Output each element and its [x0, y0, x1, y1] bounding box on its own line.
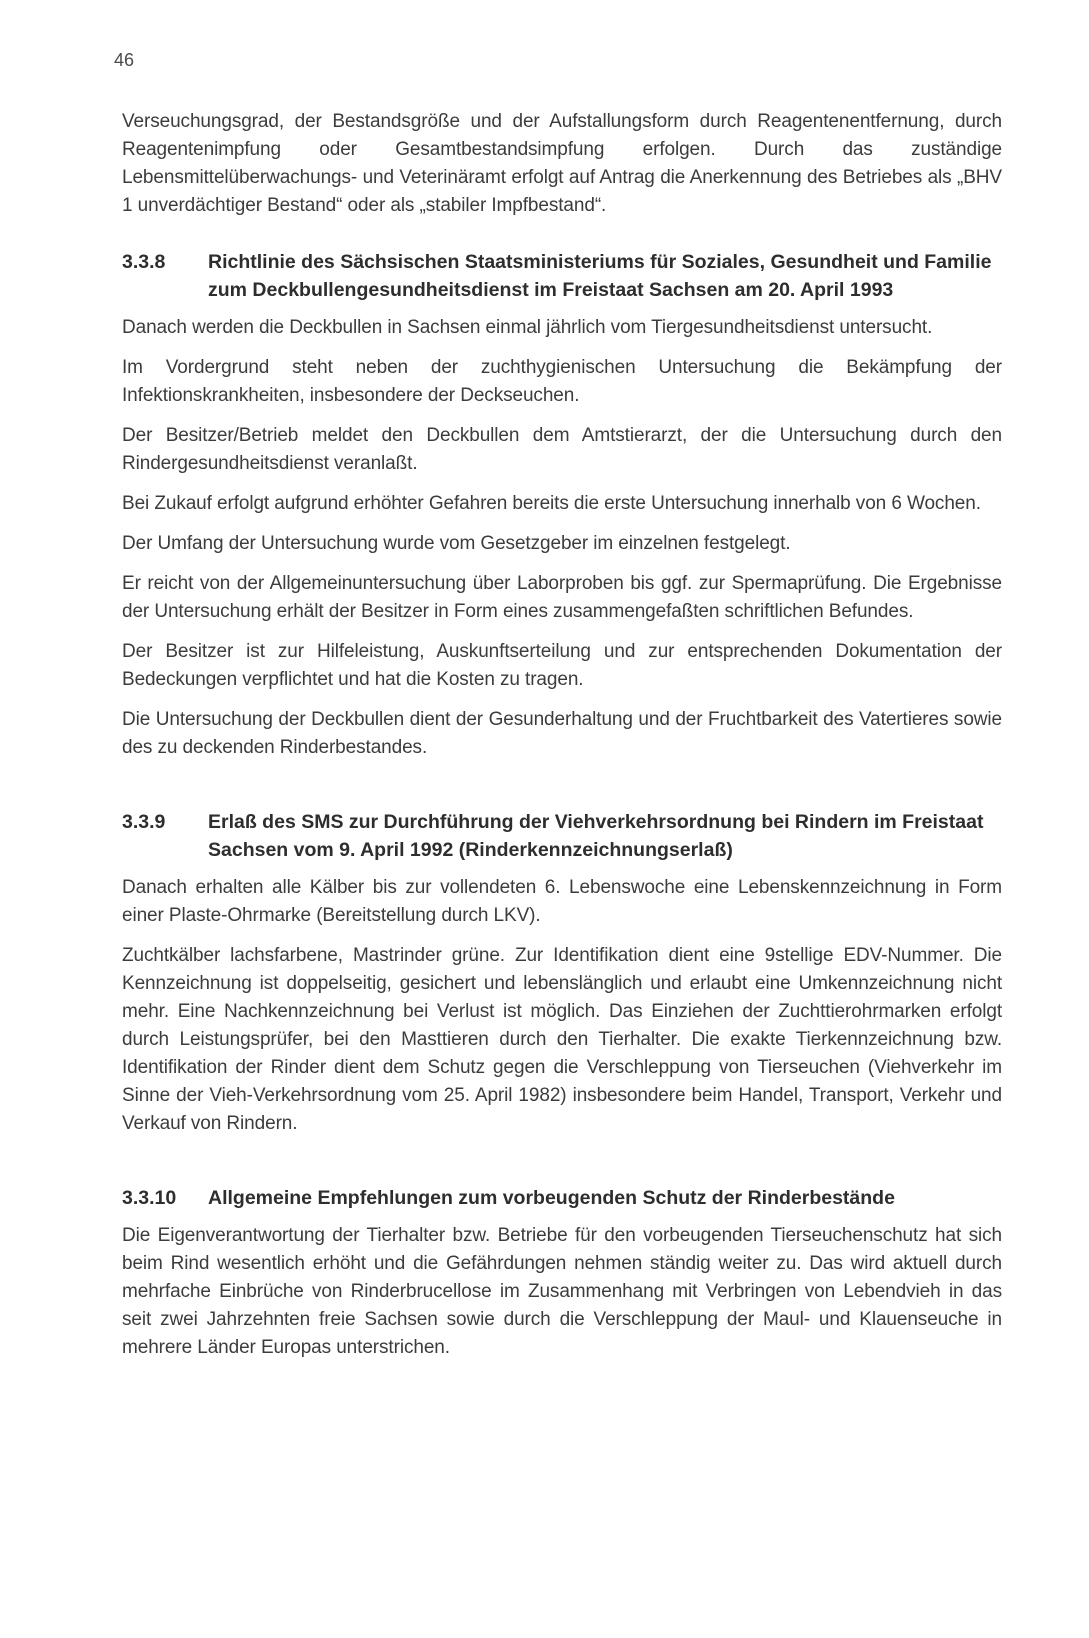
paragraph: Danach erhalten alle Kälber bis zur vollendeten 6. Lebenswoche eine Lebenskennzeichnung in Form einer Plaste-Ohrmarke (Bereitstellung durch LKV). — [122, 877, 1002, 926]
paragraph: Bei Zukauf erfolgt aufgrund erhöhter Gefahren bereits die erste Untersuchung innerhalb von 6 Wochen. — [122, 493, 981, 514]
paragraph: Die Untersuchung der Deckbullen dient der Gesunderhaltung und der Fruchtbarkeit des Vatertieres sowie des zu deckenden Rinderbestandes. — [122, 709, 1002, 758]
paragraph: Er reicht von der Allgemeinuntersuchung über Laborproben bis ggf. zur Spermaprüfung. Die Ergebnisse der Untersuchung erhält der Besitzer in Form eines zusammengefaßten schriftlichen Befundes. — [122, 573, 1002, 622]
spacer — [122, 774, 1002, 808]
page-number: 46 — [114, 50, 135, 70]
section-number: 3.3.9 — [122, 811, 166, 833]
paragraph: Zuchtkälber lachsfarbene, Mastrinder grüne. Zur Identifikation dient eine 9stellige EDV-Nummer. Die Kennzeichnung ist doppelseitig, gesichert und lebenslänglich und erlaubt eine Umkennzeichnung nicht mehr. Eine Nachkennzeichnung bei Verlust ist möglich. Das Einziehen der Zuchttierohrmarken erfolgt durch Leistungsprüfer, bei den Masttieren durch den Tierhalter. Die exakte Tierkennzeichnung bzw. Identifikation der Rinder dient dem Schutz gegen die Verschleppung von Tierseuchen (Viehverkehr im Sinne der Vieh-Verkehrsordnung vom 25. April 1982) insbesondere beim Handel, Transport, Verkehr und Verkauf von Rindern. — [122, 945, 1002, 1134]
page-body — [122, 108, 1002, 1374]
section-title: Erlaß des SMS zur Durchführung der Viehverkehrsordnung bei Rindern im Freistaat Sachsen vom 9. April 1992 (Rinderkennzeichnungserlaß) — [208, 811, 984, 861]
paragraph: Danach werden die Deckbullen in Sachsen einmal jährlich vom Tiergesundheitsdienst untersucht. — [122, 317, 933, 338]
paragraph: Im Vordergrund steht neben der zuchthygienischen Untersuchung die Bekämpfung der Infektionskrankheiten, insbesondere der Deckseuchen. — [122, 357, 1002, 406]
spacer — [122, 1150, 1002, 1184]
spacer — [122, 232, 1002, 248]
section-heading-3-3-10 — [122, 1184, 1002, 1212]
section-number: 3.3.8 — [122, 251, 166, 273]
paragraph: Der Umfang der Untersuchung wurde vom Gesetzgeber im einzelnen festgelegt. — [122, 533, 791, 554]
paragraph: Der Besitzer ist zur Hilfeleistung, Auskunftserteilung und zur entsprechenden Dokumentation der Bedeckungen verpflichtet und hat die Kosten zu tragen. — [122, 641, 1002, 690]
intro-paragraph: Verseuchungsgrad, der Bestandsgröße und der Aufstallungsform durch Reagentenentfernung, durch Reagentenimpfung oder Gesamtbestandsimpfung erfolgen. Durch das zuständige Lebensmittelüberwachungs- und Veterinäramt erfolgt auf Antrag die Anerkennung des Betriebes als „BHV 1 unverdächtiger Bestand“ oder als „stabiler Impfbestand“. — [122, 111, 1002, 216]
section-heading-3-3-8 — [122, 248, 1002, 304]
paragraph: Der Besitzer/Betrieb meldet den Deckbullen dem Amtstierarzt, der die Untersuchung durch den Rindergesundheitsdienst veranlaßt. — [122, 425, 1002, 474]
section-title: Richtlinie des Sächsischen Staatsministeriums für Soziales, Gesundheit und Familie zum Deckbullengesundheitsdienst im Freistaat Sachsen am 20. April 1993 — [208, 251, 992, 301]
section-number: 3.3.10 — [122, 1187, 177, 1209]
section-title: Allgemeine Empfehlungen zum vorbeugenden Schutz der Rinderbestände — [208, 1187, 895, 1209]
section-heading-3-3-9 — [122, 808, 1002, 864]
paragraph: Die Eigenverantwortung der Tierhalter bzw. Betriebe für den vorbeugenden Tierseuchenschutz hat sich beim Rind wesentlich erhöht und die Gefährdungen nehmen ständig weiter zu. Das wird aktuell durch mehrfache Einbrüche von Rinderbrucellose im Zusammenhang mit Verbringen von Lebendvieh in das seit zwei Jahrzehnten freie Sachsen sowie durch die Verschleppung der Maul- und Klauenseuche in mehrere Länder Europas unterstrichen. — [122, 1225, 1002, 1358]
